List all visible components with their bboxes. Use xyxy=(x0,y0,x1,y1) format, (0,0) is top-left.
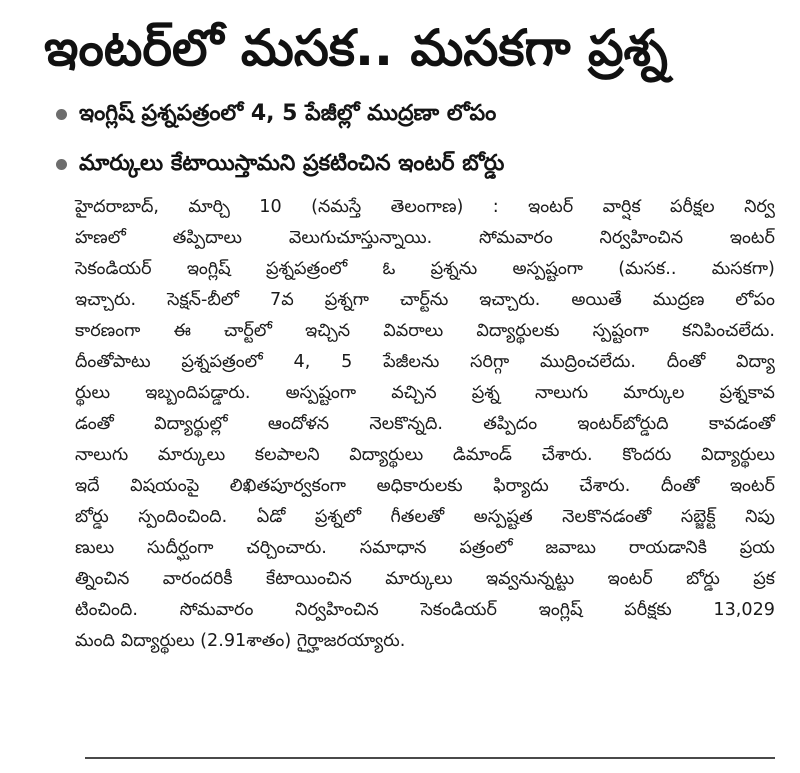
body-word: ఏడో xyxy=(256,507,286,527)
body-word: సెకండియర్ xyxy=(75,259,152,279)
body-word: తెలంగాణ) xyxy=(390,197,464,217)
body-line xyxy=(75,533,775,564)
body-word: (మసక.. xyxy=(618,259,677,279)
body-word: విషయంపై xyxy=(130,476,200,496)
body-word: ఇంటర్ xyxy=(607,569,653,589)
body-word: సమాధాన xyxy=(359,538,427,558)
body-line xyxy=(75,192,775,223)
body-word: ఇంగ్లిష్ xyxy=(186,259,231,279)
body-word: 5 xyxy=(341,352,353,372)
body-word: అస్పష్టంగా xyxy=(285,383,357,403)
body-word: మార్కుల xyxy=(623,383,685,403)
bullet-dot-icon xyxy=(56,109,67,120)
body-word: ఇవ్వనున్నట్టు xyxy=(486,569,575,589)
body-word: చేశారు. xyxy=(579,476,631,496)
body-line xyxy=(75,285,775,316)
body-word: మార్కులు xyxy=(385,569,453,589)
body-word: ప్రశ్నను xyxy=(430,259,478,279)
body-word: దీంతో xyxy=(660,476,700,496)
body-word: ప్రశ్నలో xyxy=(314,507,362,527)
body-word: (2.91శాతం) xyxy=(200,631,292,651)
body-word: మార్కులు xyxy=(157,445,226,465)
column-rule xyxy=(85,757,775,759)
body-word: ప్రక xyxy=(753,569,775,589)
body-word: ఇచ్చిన xyxy=(305,321,351,341)
body-word: విద్యార్థుల్లో xyxy=(154,414,228,434)
body-word: నాలుగు xyxy=(534,383,589,403)
body-word: డంతో xyxy=(75,414,114,434)
body-word: సబ్జెక్ట్ xyxy=(680,507,716,527)
body-word: వార్షిక xyxy=(602,197,641,217)
bullet-dot-icon xyxy=(56,159,67,170)
body-word: విద్యార్థులకు xyxy=(476,321,560,341)
body-line xyxy=(75,626,775,657)
body-word: కొందరు xyxy=(622,445,672,465)
body-word: సరిగ్గా xyxy=(470,352,510,372)
body-word: నెలకొన్నది. xyxy=(369,414,443,434)
body-word: పత్రంలో xyxy=(459,538,513,558)
body-word: ప్రశ్నపత్రంలో xyxy=(181,352,263,372)
body-word: బోర్డు xyxy=(686,569,720,589)
body-word: సెకండియర్ xyxy=(420,600,497,620)
body-word: ణులు xyxy=(75,538,115,558)
body-word: నిర్వహించిన xyxy=(599,228,684,248)
body-word: కనిపించలేదు. xyxy=(682,321,775,341)
body-line xyxy=(75,316,775,347)
body-line xyxy=(75,564,775,595)
body-word: విద్యార్థులు xyxy=(120,631,195,651)
body-word: ఓ xyxy=(382,259,396,279)
body-word: నిర్వ xyxy=(744,197,775,217)
summary-bullet xyxy=(56,92,786,136)
body-word: చేశారు. xyxy=(541,445,593,465)
body-word: ఇంగ్లిష్ xyxy=(538,600,583,620)
body-word: వెలుగుచూస్తున్నాయి. xyxy=(288,228,433,248)
body-word: అస్పష్టంగా xyxy=(512,259,583,279)
body-word: ఇంటర్ xyxy=(729,476,775,496)
body-word: తప్పిదం xyxy=(483,414,538,434)
body-word: త్నించిన xyxy=(75,569,130,589)
body-line xyxy=(75,471,775,502)
body-word: సోమవారం xyxy=(478,228,553,248)
body-word: : xyxy=(492,197,499,217)
body-word: 10 xyxy=(259,197,282,217)
body-word: ప్రశ్నపత్రంలో xyxy=(265,259,348,279)
body-word: గైర్హాజరయ్యారు. xyxy=(296,631,406,651)
body-word: ఇంటర్ xyxy=(528,197,574,217)
body-word: వారందరికీ xyxy=(162,569,233,589)
body-word: గీతలతో xyxy=(390,507,445,527)
body-word: ఆందోళన xyxy=(267,414,330,434)
body-word: పేజీలను xyxy=(383,352,440,372)
body-word: 4, xyxy=(293,352,311,372)
body-word: స్పందించింది. xyxy=(138,507,228,527)
body-word: ముద్రించలేదు. xyxy=(539,352,636,372)
body-word: ర్థులు xyxy=(75,383,111,403)
body-word: ఇంటర్‌బోర్డుది xyxy=(577,414,669,434)
body-word: వచ్చిన xyxy=(391,383,437,403)
body-word: దీంతో xyxy=(666,352,706,372)
body-word: జవాబు xyxy=(545,538,597,558)
body-word: దీంతోపాటు xyxy=(75,352,151,372)
body-word: చర్చించారు. xyxy=(246,538,327,558)
body-line xyxy=(75,378,775,409)
body-word: కావడంతో xyxy=(708,414,775,434)
body-line xyxy=(75,502,775,533)
body-word: (నమస్తే xyxy=(311,197,362,217)
body-word: కలపాలని xyxy=(254,445,320,465)
body-word: నిపు xyxy=(745,507,775,527)
body-word: రాయడానికి xyxy=(628,538,707,558)
body-word: ప్రయ xyxy=(739,538,775,558)
bullet-text: ఇంగ్లిష్ ప్రశ్నపత్రంలో 4, 5 పేజీల్లో ముద్రణా లోపం xyxy=(79,101,497,126)
bullet-text: మార్కులు కేటాయిస్తామని ప్రకటించిన ఇంటర్ బోర్డు xyxy=(79,151,505,176)
body-line xyxy=(75,595,775,626)
summary-bullets xyxy=(56,92,786,192)
body-word: ప్రశ్న xyxy=(471,383,500,403)
body-word: టించింది. xyxy=(75,600,138,620)
body-word: ఈ xyxy=(173,321,191,341)
body-word: విద్యార్థులు xyxy=(349,445,424,465)
body-word: స్పష్టంగా xyxy=(592,321,649,341)
body-word: ఫిర్యాదు xyxy=(493,476,549,496)
body-word: సుదీర్ఘంగా xyxy=(147,538,214,558)
body-line xyxy=(75,440,775,471)
body-word: అస్పష్టత xyxy=(473,507,533,527)
body-word: చార్ట్‌ను xyxy=(400,290,449,310)
body-word: మసకగా) xyxy=(711,259,775,279)
body-word: ఇచ్చారు. xyxy=(479,290,541,310)
body-word: లిఖితపూర్వకంగా xyxy=(229,476,346,496)
article-body xyxy=(75,192,775,657)
body-line xyxy=(75,254,775,285)
body-word: లోపం xyxy=(735,290,775,310)
body-word: విద్యా xyxy=(736,352,775,372)
body-word: 7వ xyxy=(270,290,294,310)
body-line xyxy=(75,347,775,378)
body-word: నిర్వహించిన xyxy=(295,600,379,620)
body-line xyxy=(75,223,775,254)
body-word: విద్యార్థులు xyxy=(701,445,775,465)
body-word: అయితే xyxy=(571,290,622,310)
headline: ఇంటర్‌లో మసక.. మసకగా ప్రశ్న xyxy=(44,19,668,77)
body-word: తప్పిదాలు xyxy=(172,228,243,248)
body-word: కేటాయించిన xyxy=(266,569,352,589)
body-word: ఇబ్బందిపడ్డారు. xyxy=(145,383,251,403)
body-word: ఇదే xyxy=(75,476,100,496)
body-word: సోమవారం xyxy=(179,600,254,620)
body-word: ప్రశ్నకావ xyxy=(719,383,775,403)
body-word: డిమాండ్ xyxy=(452,445,512,465)
body-line xyxy=(75,409,775,440)
body-word: 13,029 xyxy=(713,600,775,620)
body-word: ముద్రణ xyxy=(652,290,705,310)
body-word: సెక్షన్-బీలో xyxy=(167,290,240,310)
body-word: ఇంటర్ xyxy=(729,228,775,248)
body-word: ప్రశ్నగా xyxy=(324,290,370,310)
body-word: హణలో xyxy=(75,228,126,248)
body-word: బోర్డు xyxy=(75,507,109,527)
body-word: అధికారులకు xyxy=(376,476,463,496)
body-word: హైదరాబాద్, xyxy=(75,197,159,217)
body-word: పరీక్షల xyxy=(670,197,715,217)
body-word: ఇచ్చారు. xyxy=(75,290,137,310)
body-word: మార్చి xyxy=(188,197,230,217)
body-word: కారణంగా xyxy=(75,321,141,341)
body-word: చార్ట్‌లో xyxy=(224,321,272,341)
body-word: పరీక్షకు xyxy=(624,600,672,620)
body-word: నాలుగు xyxy=(75,445,129,465)
body-word: మంది xyxy=(75,631,115,651)
summary-bullet xyxy=(56,142,786,186)
body-word: నెలకొనడంతో xyxy=(562,507,652,527)
body-word: వివరాలు xyxy=(383,321,444,341)
